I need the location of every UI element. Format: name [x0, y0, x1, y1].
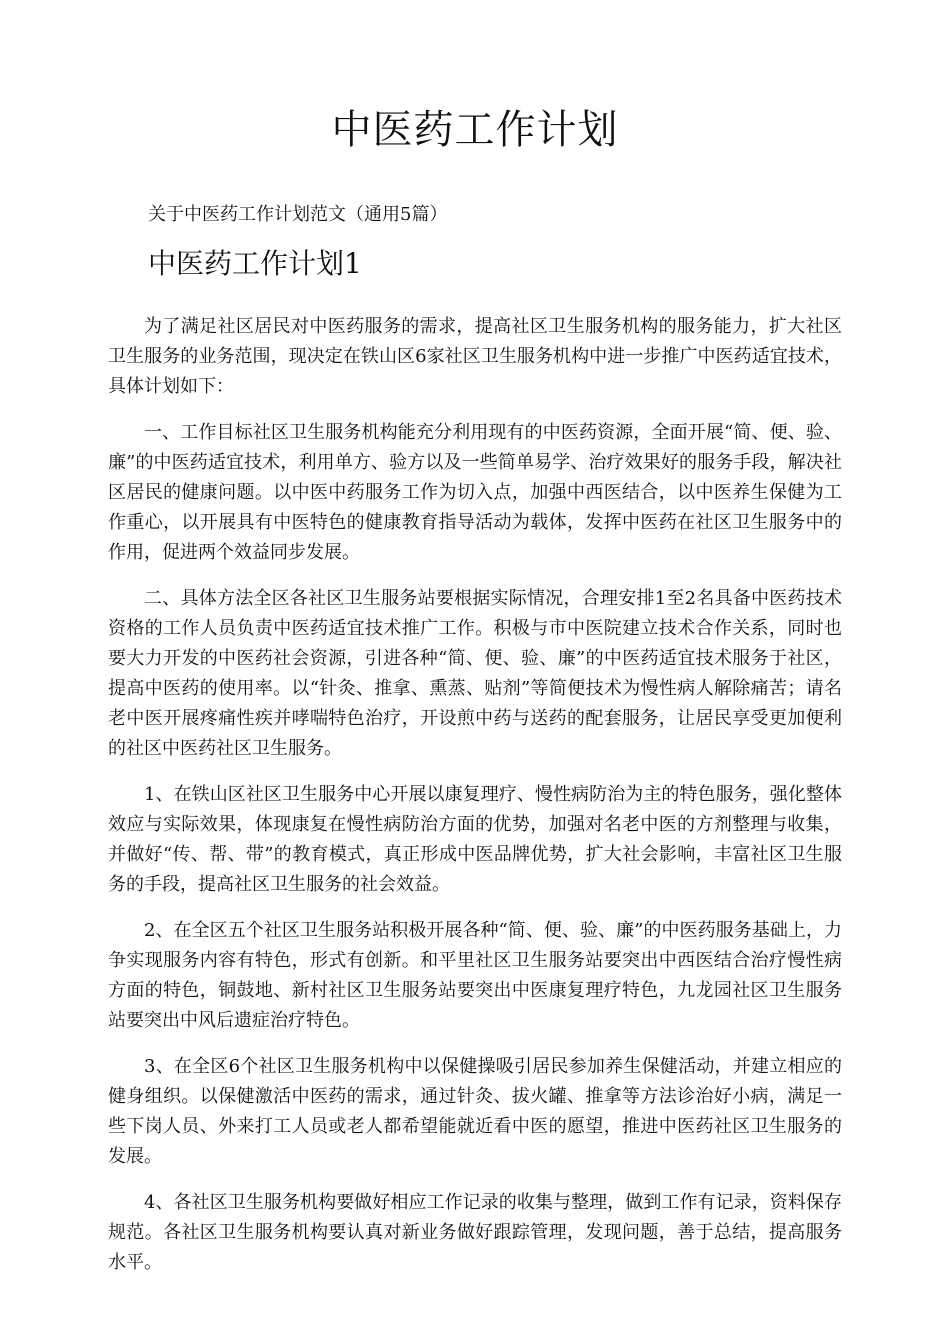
paragraph-item-1: 1、在铁山区社区卫生服务中心开展以康复理疗、慢性病防治为主的特色服务，强化整体效应与实际效果，体现康复在慢性病防治方面的优势，加强对名老中医的方剂整理与收集，并做好“传、帮、带”的教育模式，真正形成中医品牌优势，扩大社会影响，丰富社区卫生服务的手段，提高社区卫生服务的社会效益。 — [108, 784, 842, 895]
paragraph-item-4: 4、各社区卫生服务机构要做好相应工作记录的收集与整理，做到工作有记录，资料保存规范。各社区卫生服务机构要认真对新业务做好跟踪管理，发现问题，善于总结，提高服务水平。 — [108, 1192, 842, 1273]
paragraph-goals: 一、工作目标社区卫生服务机构能充分利用现有的中医药资源，全面开展“简、便、验、廉”的中医药适宜技术，利用单方、验方以及一些简单易学、治疗效果好的服务手段，解决社区居民的健康问题。以中医中药服务工作为切入点，加强中西医结合，以中医养生保健为工作重心，以开展具有中医特色的健康教育指导活动为载体，发挥中医药在社区卫生服务中的作用，促进两个效益同步发展。 — [108, 422, 842, 563]
document-body — [108, 312, 842, 1294]
document-subtitle: 关于中医药工作计划范文（通用5篇） — [148, 204, 448, 225]
paragraph-methods: 二、具体方法全区各社区卫生服务站要根据实际情况，合理安排1至2名具备中医药技术资格的工作人员负责中医药适宜技术推广工作。积极与市中医院建立技术合作关系，同时也要大力开发的中医药社会资源，引进各种“简、便、验、廉”的中医药适宜技术服务于社区，提高中医药的使用率。以“针灸、推拿、熏蒸、贴剂”等简便技术为慢性病人解除痛苦；请名老中医开展疼痛性疾并哮喘特色治疗，开设煎中药与送药的配套服务，让居民享受更加便利的社区中医药社区卫生服务。 — [108, 588, 842, 759]
paragraph-item-2: 2、在全区五个社区卫生服务站积极开展各种“简、便、验、廉”的中医药服务基础上，力争实现服务内容有特色，形式有创新。和平里社区卫生服务站要突出中西医结合治疗慢性病方面的特色，铜鼓地、新村社区卫生服务站要突出中医康复理疗特色，九龙园社区卫生服务站要突出中风后遗症治疗特色。 — [108, 920, 842, 1031]
section-heading: 中医药工作计划1 — [148, 247, 362, 280]
document-title: 中医药工作计划 — [331, 107, 619, 153]
paragraph-item-3: 3、在全区6个社区卫生服务机构中以保健操吸引居民参加养生保健活动，并建立相应的健身组织。以保健激活中医药的需求，通过针灸、拔火罐、推拿等方法诊治好小病，满足一些下岗人员、外来打工人员或老人都希望能就近看中医的愿望，推进中医药社区卫生服务的发展。 — [108, 1056, 842, 1167]
paragraph-intro: 为了满足社区居民对中医药服务的需求，提高社区卫生服务机构的服务能力，扩大社区卫生服务的业务范围，现决定在铁山区6家社区卫生服务机构中进一步推广中医药适宜技术，具体计划如下： — [108, 316, 842, 397]
